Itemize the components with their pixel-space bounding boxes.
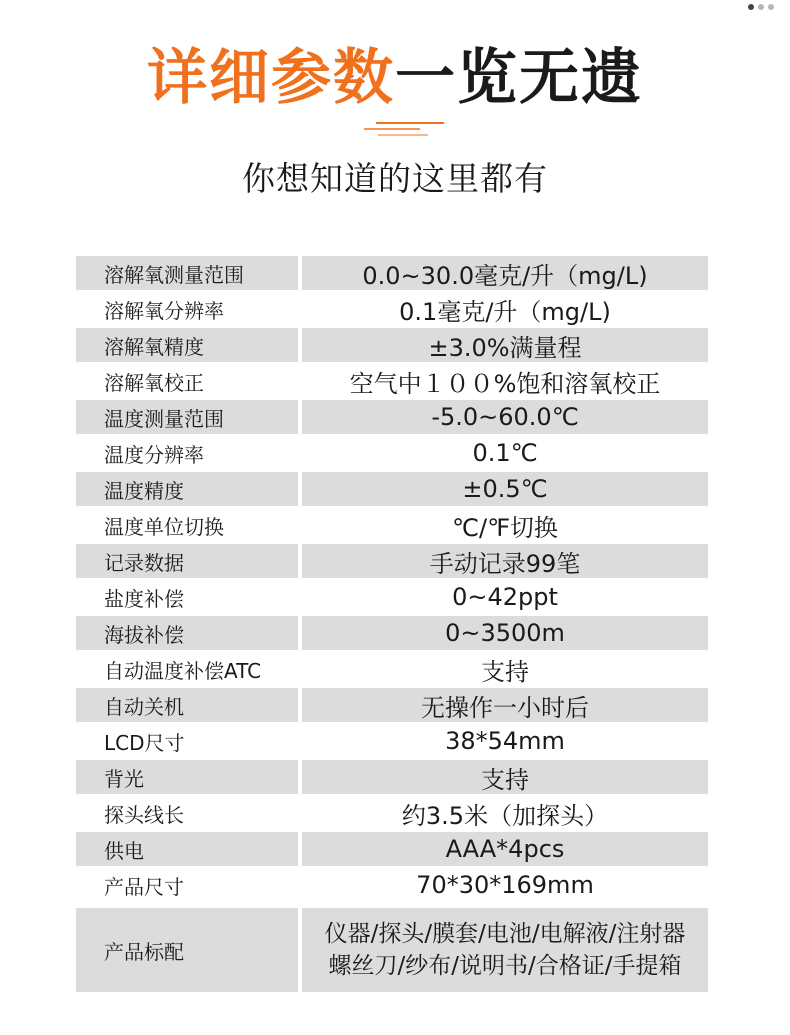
spec-label: 温度精度 [76, 472, 298, 506]
table-row-package [76, 908, 708, 992]
decoration-line [364, 128, 420, 130]
spec-label: LCD尺寸 [76, 724, 298, 758]
decoration-line [376, 122, 444, 124]
table-row [76, 796, 708, 830]
table-row [76, 292, 708, 326]
spec-label: 温度单位切换 [76, 508, 298, 542]
page-title [0, 38, 790, 118]
spec-label: 产品标配 [76, 908, 298, 992]
spec-label: 自动关机 [76, 688, 298, 722]
spec-label: 自动温度补偿ATC [76, 652, 298, 686]
page-title-rest: 一览无遗 [395, 43, 643, 113]
decoration-line [378, 134, 428, 136]
page-title-accent: 详细参数 [147, 43, 395, 113]
spec-value: -5.0~60.0℃ [302, 400, 708, 434]
table-row [76, 724, 708, 758]
table-row [76, 472, 708, 506]
spec-label: 溶解氧精度 [76, 328, 298, 362]
table-row [76, 400, 708, 434]
table-row [76, 868, 708, 902]
spec-value: 38*54mm [302, 724, 708, 758]
spec-value: 0.0~30.0毫克/升（mg/L) [302, 256, 708, 290]
table-row [76, 652, 708, 686]
title-decoration-lines [360, 122, 450, 138]
spec-label: 盐度补偿 [76, 580, 298, 614]
spec-label: 背光 [76, 760, 298, 794]
spec-label: 温度分辨率 [76, 436, 298, 470]
spec-value: 约3.5米（加探头） [302, 796, 708, 830]
spec-label: 溶解氧分辨率 [76, 292, 298, 326]
spec-value: 支持 [302, 652, 708, 686]
spec-value: 支持 [302, 760, 708, 794]
table-row [76, 832, 708, 866]
spec-label: 供电 [76, 832, 298, 866]
spec-value: 70*30*169mm [302, 868, 708, 902]
page-subtitle: 你想知道的这里都有 [242, 159, 548, 198]
package-line: 仪器/探头/膜套/电池/电解液/注射器 [324, 921, 686, 947]
spec-table [76, 256, 708, 994]
spec-label: 产品尺寸 [76, 868, 298, 902]
pagination-dot-1[interactable] [748, 4, 754, 10]
spec-value: 无操作一小时后 [302, 688, 708, 722]
spec-value: AAA*4pcs [302, 832, 708, 866]
spec-value-package [302, 908, 708, 992]
table-row [76, 436, 708, 470]
spec-value: 手动记录99笔 [302, 544, 708, 578]
spec-value: ℃/℉切换 [302, 508, 708, 542]
table-row [76, 688, 708, 722]
spec-label: 记录数据 [76, 544, 298, 578]
spec-label: 海拔补偿 [76, 616, 298, 650]
spec-value: ±3.0%满量程 [302, 328, 708, 362]
table-row [76, 508, 708, 542]
table-row [76, 256, 708, 290]
spec-label: 溶解氧测量范围 [76, 256, 298, 290]
spec-value: ±0.5℃ [302, 472, 708, 506]
table-row [76, 364, 708, 398]
spec-label: 温度测量范围 [76, 400, 298, 434]
table-row [76, 580, 708, 614]
pagination-dot-3[interactable] [768, 4, 774, 10]
pagination-dots[interactable] [748, 4, 774, 10]
spec-value: 0.1℃ [302, 436, 708, 470]
pagination-dot-2[interactable] [758, 4, 764, 10]
package-line: 螺丝刀/纱布/说明书/合格证/手提箱 [328, 953, 682, 979]
spec-value: 0~42ppt [302, 580, 708, 614]
table-row [76, 328, 708, 362]
table-row [76, 616, 708, 650]
spec-value: 0.1毫克/升（mg/L) [302, 292, 708, 326]
table-row [76, 760, 708, 794]
table-row [76, 544, 708, 578]
spec-label: 探头线长 [76, 796, 298, 830]
spec-value: 0~3500m [302, 616, 708, 650]
spec-value: 空气中１００%饱和溶氧校正 [302, 364, 708, 398]
spec-label: 溶解氧校正 [76, 364, 298, 398]
